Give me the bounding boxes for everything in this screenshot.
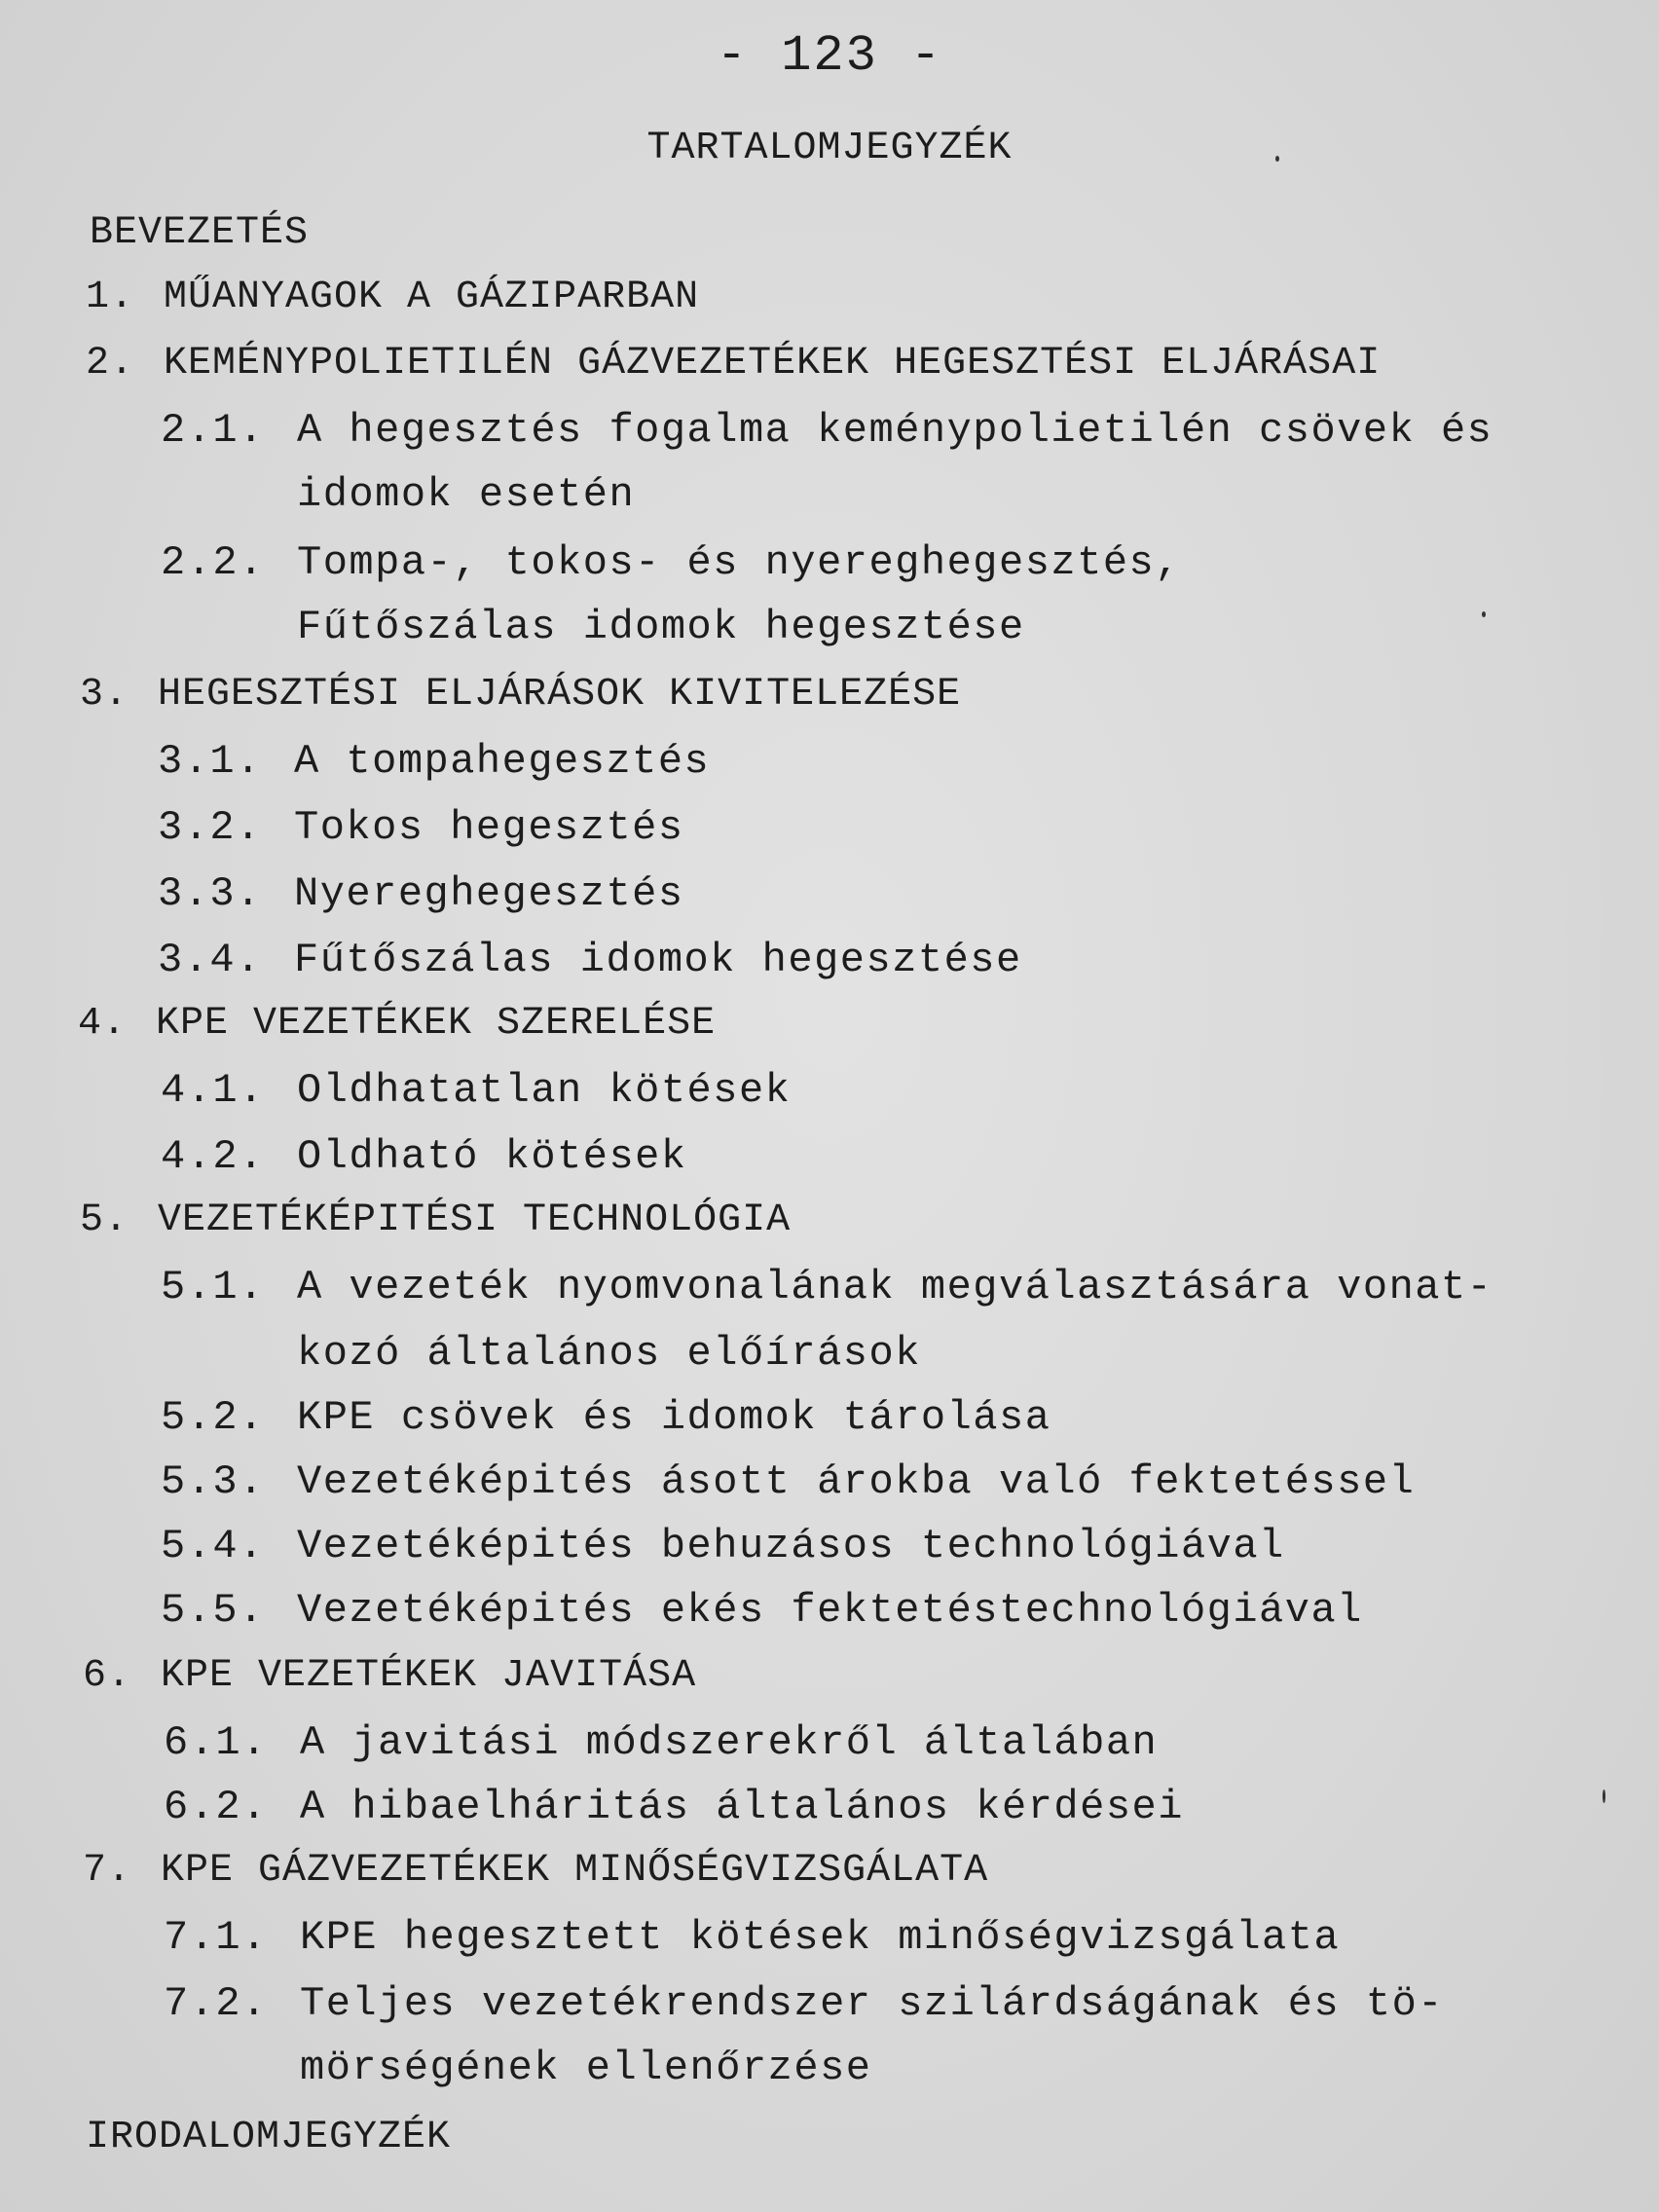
- toc-entry-number: 2.: [86, 342, 135, 386]
- toc-entry-5-5: [161, 1581, 1363, 1640]
- toc-entry-text: Tompa-, tokos- és nyereghegesztés,: [297, 539, 1181, 586]
- toc-entry-bibliography: [86, 2109, 451, 2167]
- toc-entry-3-2: [158, 798, 684, 857]
- toc-entry-4: [78, 995, 716, 1053]
- toc-entry-text: Fűtőszálas idomok hegesztése: [294, 937, 1022, 983]
- toc-entry-text: Vezetéképités behuzásos technológiával: [297, 1523, 1285, 1569]
- paper-speck: [1482, 611, 1486, 617]
- toc-entry-5-1-continuation: [297, 1324, 921, 1382]
- toc-entry-3-3: [158, 865, 684, 923]
- toc-entry-text: A hegesztés fogalma keménypolietilén csövek és: [297, 407, 1493, 454]
- toc-entry-3-4: [158, 931, 1022, 989]
- page-title: TARTALOMJEGYZÉK: [646, 127, 1013, 170]
- toc-entry-text: A tompahegesztés: [294, 738, 711, 785]
- toc-entry-3-1: [158, 732, 710, 791]
- toc-entry-number: 3.2.: [158, 804, 262, 851]
- toc-entry-text: Vezetéképités ekés fektetéstechnológiával: [297, 1587, 1363, 1634]
- toc-entry-number: 6.1.: [164, 1719, 268, 1766]
- toc-entry-number: 7.1.: [164, 1914, 268, 1961]
- toc-entry-text: HEGESZTÉSI ELJÁRÁSOK KIVITELEZÉSE: [158, 673, 962, 717]
- toc-entry-4-2: [161, 1127, 687, 1186]
- toc-entry-text: KPE hegesztett kötések minőségvizsgálata: [300, 1914, 1341, 1961]
- toc-entry-text: VEZETÉKÉPITÉSI TECHNOLÓGIA: [158, 1198, 792, 1242]
- toc-entry-7-2: [164, 1974, 1444, 2033]
- toc-entry-number: 3.1.: [158, 738, 262, 785]
- toc-entry-number: 4.2.: [161, 1133, 265, 1180]
- toc-entry-text: Nyereghegesztés: [294, 870, 684, 917]
- toc-entry-number: 5.1.: [161, 1264, 265, 1310]
- toc-entry-number: 5.4.: [161, 1523, 265, 1569]
- toc-entry-number: 3.3.: [158, 870, 262, 917]
- toc-entry-2: [86, 335, 1381, 393]
- toc-entry-text: Oldható kötések: [297, 1133, 687, 1180]
- toc-entry-text: BEVEZETÉS: [90, 211, 310, 255]
- table-of-contents: [0, 195, 1659, 2200]
- toc-entry-number: 6.: [83, 1654, 132, 1698]
- toc-entry-text: Oldhatatlan kötések: [297, 1067, 792, 1114]
- page-number: - 123 -: [716, 27, 943, 85]
- toc-entry-text: Fűtőszálas idomok hegesztése: [297, 604, 1025, 650]
- toc-entry-text: Teljes vezetékrendszer szilárdságának és tö-: [300, 1980, 1444, 2027]
- toc-entry-number: 5.2.: [161, 1394, 265, 1441]
- toc-entry-2-1-continuation: [297, 465, 635, 524]
- toc-entry-text: A vezeték nyomvonalának megválasztására vonat-: [297, 1264, 1493, 1310]
- toc-entry-2-2: [161, 534, 1181, 592]
- toc-entry-number: 5.3.: [161, 1458, 265, 1505]
- toc-entry-intro: [90, 204, 309, 263]
- toc-entry-number: 6.2.: [164, 1784, 268, 1830]
- toc-entry-7-1: [164, 1908, 1340, 1967]
- toc-entry-5-1: [161, 1258, 1493, 1316]
- toc-entry-text: IRODALOMJEGYZÉK: [86, 2116, 452, 2159]
- toc-entry-text: MŰANYAGOK A GÁZIPARBAN: [164, 276, 700, 319]
- toc-entry-5-2: [161, 1388, 1051, 1447]
- toc-entry-5: [80, 1192, 791, 1250]
- toc-entry-6-1: [164, 1714, 1158, 1772]
- toc-entry-text: kozó általános előírások: [297, 1330, 921, 1377]
- toc-entry-number: 5.5.: [161, 1587, 265, 1634]
- toc-entry-3: [80, 666, 961, 724]
- toc-entry-text: KPE VEZETÉKEK SZERELÉSE: [156, 1002, 717, 1046]
- toc-entry-5-4: [161, 1517, 1285, 1575]
- toc-entry-5-3: [161, 1453, 1415, 1511]
- toc-entry-7: [83, 1842, 988, 1900]
- paper-speck: [1603, 1789, 1605, 1803]
- toc-entry-number: 1.: [86, 276, 135, 319]
- toc-entry-number: 3.4.: [158, 937, 262, 983]
- toc-entry-text: mörségének ellenőrzése: [300, 2045, 872, 2091]
- toc-entry-text: idomok esetén: [297, 471, 636, 518]
- toc-entry-number: 4.: [78, 1002, 128, 1046]
- toc-entry-text: KPE VEZETÉKEK JAVITÁSA: [161, 1654, 697, 1698]
- paper-speck: [1275, 156, 1279, 162]
- toc-entry-text: A hibaelháritás általános kérdései: [300, 1784, 1184, 1830]
- toc-entry-text: KPE csövek és idomok tárolása: [297, 1394, 1051, 1441]
- toc-entry-4-1: [161, 1061, 791, 1120]
- toc-entry-2-2-continuation: [297, 598, 1025, 656]
- toc-entry-number: 5.: [80, 1198, 129, 1242]
- toc-entry-number: 7.2.: [164, 1980, 268, 2027]
- toc-entry-text: Vezetéképités ásott árokba való fektetéssel: [297, 1458, 1416, 1505]
- toc-entry-6: [83, 1647, 696, 1706]
- toc-entry-number: 4.1.: [161, 1067, 265, 1114]
- toc-entry-text: KEMÉNYPOLIETILÉN GÁZVEZETÉKEK HEGESZTÉSI ELJÁRÁSAI: [164, 342, 1382, 386]
- toc-entry-text: KPE GÁZVEZETÉKEK MINŐSÉGVIZSGÁLATA: [161, 1849, 989, 1893]
- toc-entry-6-2: [164, 1778, 1184, 1836]
- toc-entry-number: 2.1.: [161, 407, 265, 454]
- toc-entry-number: 2.2.: [161, 539, 265, 586]
- toc-entry-text: Tokos hegesztés: [294, 804, 684, 851]
- toc-entry-1: [86, 269, 699, 327]
- toc-entry-number: 3.: [80, 673, 129, 717]
- toc-entry-number: 7.: [83, 1849, 132, 1893]
- toc-entry-7-2-continuation: [300, 2039, 872, 2097]
- toc-entry-text: A javitási módszerekről általában: [300, 1719, 1159, 1766]
- toc-entry-2-1: [161, 401, 1493, 460]
